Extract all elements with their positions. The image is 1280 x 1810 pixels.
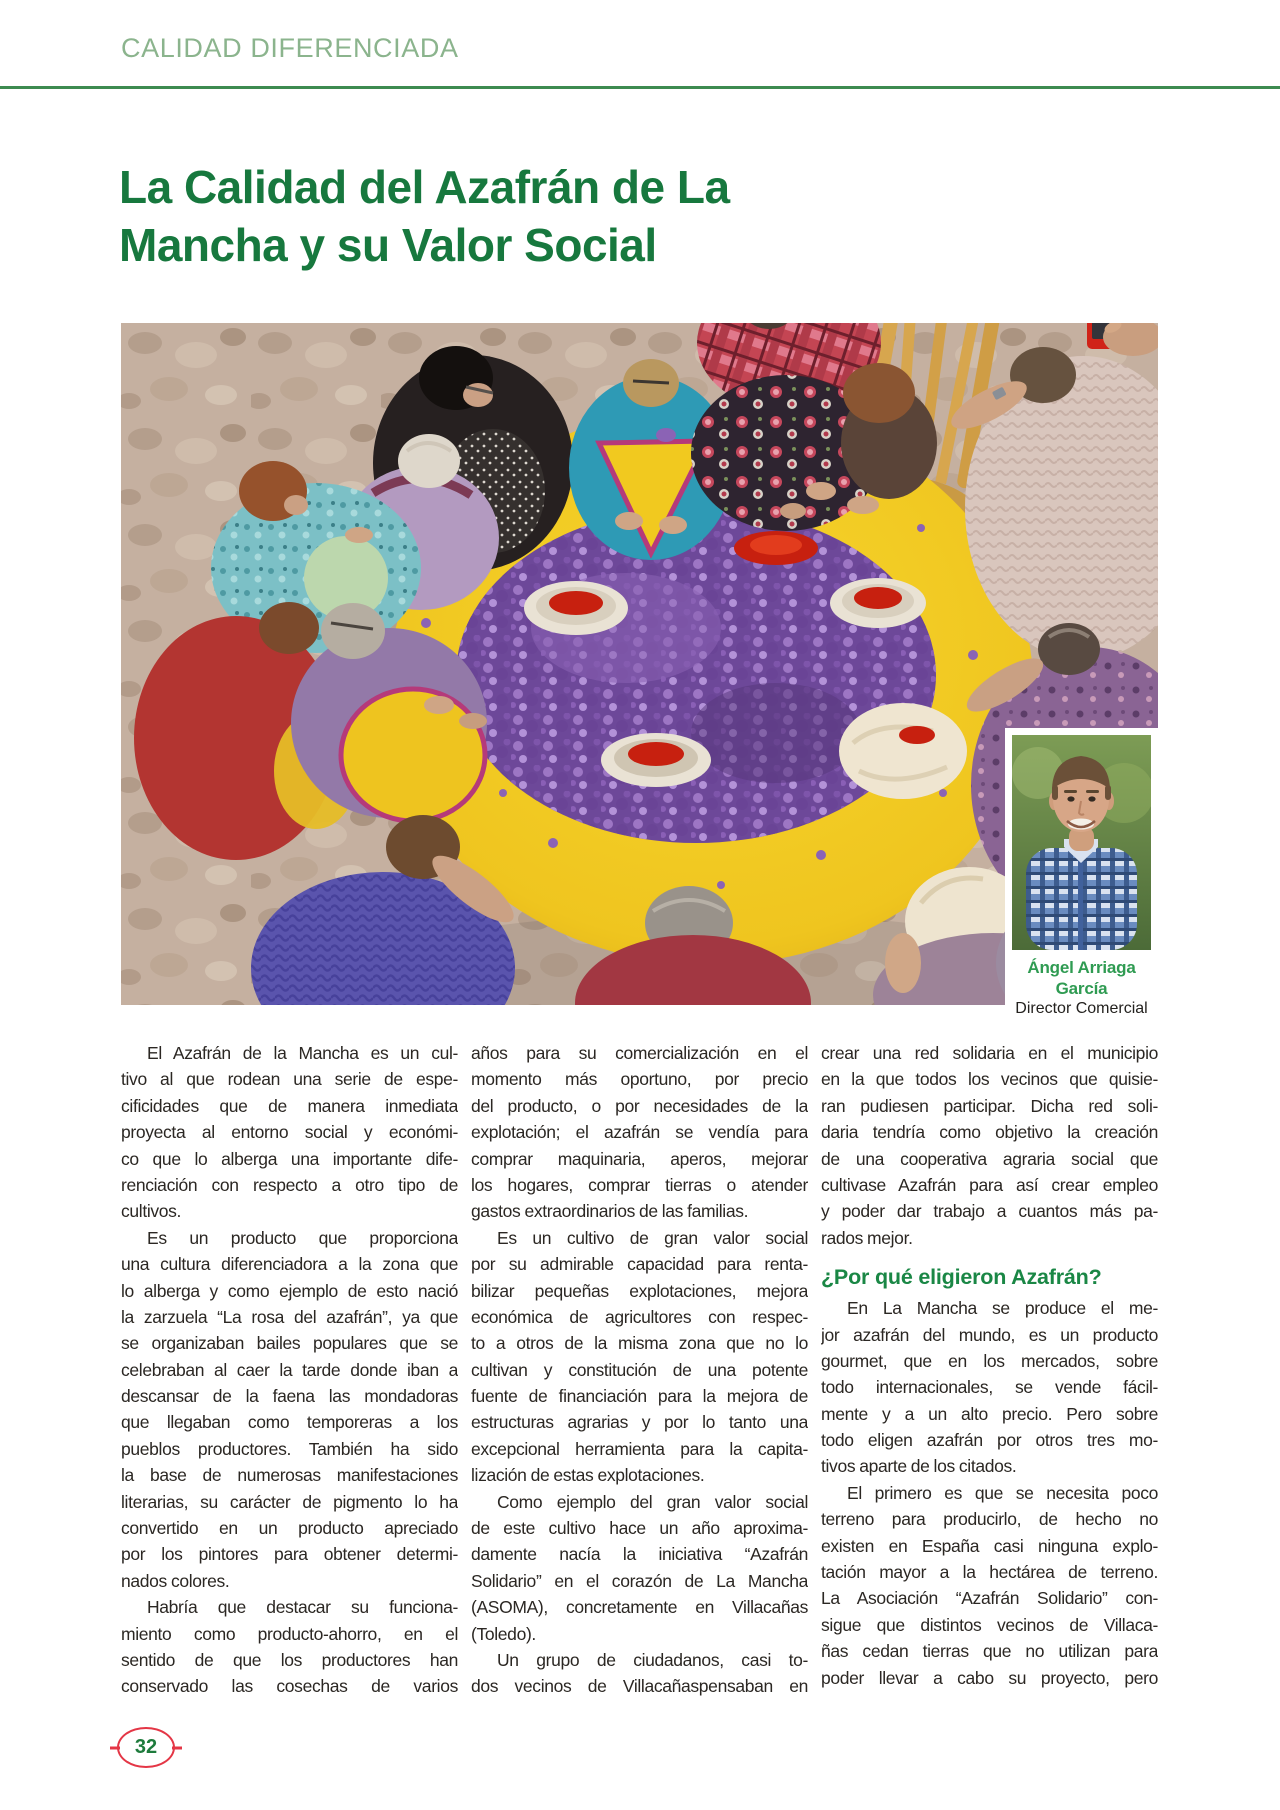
text-line: que llegaban como temporeras a los bbox=[121, 1412, 458, 1433]
text-line: Un grupo de ciudadanos, casi to- bbox=[497, 1649, 808, 1670]
paragraph bbox=[471, 1225, 808, 1489]
saffron-table-photo bbox=[121, 323, 1158, 1017]
paragraph bbox=[121, 1594, 458, 1700]
text-line: todo eligen azafrán por otros tres mo- bbox=[821, 1430, 1158, 1451]
text-line: todo internacionales, se vende fácil- bbox=[821, 1377, 1158, 1398]
text-line: ñas cedan tierras que no utilizan para bbox=[821, 1641, 1158, 1662]
text-line: años para su comercialización en el bbox=[471, 1043, 808, 1063]
text-line: la base de numerosas manifestaciones bbox=[121, 1465, 458, 1486]
saffron-scene-illustration bbox=[121, 323, 1158, 1005]
saffron-flower-mound bbox=[456, 507, 936, 843]
text-line: gastos extraordinarios de las familias. bbox=[471, 1201, 749, 1222]
text-line: El primero es que se necesita poco bbox=[847, 1482, 1158, 1503]
text-line: rados mejor. bbox=[821, 1227, 913, 1248]
paragraph bbox=[121, 1040, 458, 1225]
text-line: poder llevar a cabo su proyecto, pero bbox=[821, 1667, 1158, 1688]
wool-basket bbox=[839, 703, 967, 799]
text-line: sentido de que los productores han bbox=[121, 1649, 458, 1670]
text-line: los hogares, comprar tierras o atender bbox=[471, 1174, 808, 1195]
text-line: jor azafrán del mundo, es un producto bbox=[821, 1324, 1158, 1345]
text-line: convertido en un producto apreciado bbox=[121, 1518, 458, 1539]
text-line: cultivase Azafrán para así crear empleo bbox=[821, 1174, 1158, 1195]
text-line: se organizaban bailes populares que se bbox=[121, 1333, 458, 1354]
text-line: El Azafrán de la Mancha es un cul- bbox=[147, 1043, 458, 1063]
text-line: Como ejemplo del gran valor social bbox=[497, 1491, 808, 1512]
text-line: en la que todos los vecinos que quisie- bbox=[821, 1069, 1158, 1090]
text-line: En La Mancha se produce el me- bbox=[847, 1298, 1158, 1319]
text-line: cificidades que de manera inmediata bbox=[121, 1095, 458, 1116]
paragraph bbox=[471, 1489, 808, 1647]
text-line: lo alberga y como ejemplo de esto nació bbox=[121, 1280, 458, 1301]
text-line: por su admirable capacidad para renta- bbox=[471, 1254, 808, 1275]
text-line: pueblos productores. También ha sido bbox=[121, 1438, 458, 1459]
paragraph bbox=[471, 1647, 808, 1700]
paragraph bbox=[821, 1480, 1158, 1691]
portrait-photo bbox=[1012, 735, 1151, 950]
paragraph bbox=[121, 1225, 458, 1594]
text-line: daria tendría como objetivo la creación bbox=[821, 1122, 1158, 1143]
text-line: gourmet, que en los mercados, sobre bbox=[821, 1350, 1158, 1371]
paragraph bbox=[821, 1295, 1158, 1480]
portrait-inset bbox=[1005, 728, 1158, 1017]
text-line: tivos aparte de los citados. bbox=[821, 1456, 1017, 1477]
text-line: tación mayor a la hectárea de terreno. bbox=[821, 1562, 1158, 1583]
text-line: estructuras agrarias y por lo tanto una bbox=[471, 1412, 808, 1433]
text-line: mente y a un alto precio. Pero sobre bbox=[821, 1403, 1158, 1424]
text-line: (Toledo). bbox=[471, 1623, 536, 1644]
text-line: tivo al que rodean una serie de espe- bbox=[121, 1069, 458, 1090]
text-line: proyecta al entorno social y económi- bbox=[121, 1122, 458, 1143]
header-rule bbox=[0, 86, 1280, 89]
text-line: cultivos. bbox=[121, 1201, 182, 1222]
text-line: nados colores. bbox=[121, 1570, 230, 1591]
text-line: celebraban al caer la tarde donde iban a bbox=[121, 1359, 458, 1380]
paragraph bbox=[471, 1040, 808, 1225]
text-line: momento más oportuno, por precio bbox=[471, 1069, 808, 1090]
text-line: la zarzuela “La rosa del azafrán”, ya que bbox=[121, 1306, 458, 1327]
text-column bbox=[121, 1040, 458, 1700]
text-line: renciación con respecto a otro tipo de bbox=[121, 1174, 458, 1195]
text-line: terreno para producirlo, de hecho no bbox=[821, 1509, 1158, 1530]
text-line: co que lo alberga una importante dife- bbox=[121, 1148, 458, 1169]
text-line: una cultura diferenciadora a la zona que bbox=[121, 1254, 458, 1275]
text-line: conservado las cosechas de varios bbox=[121, 1676, 458, 1697]
article-title-line2: Mancha y su Valor Social bbox=[119, 219, 657, 271]
text-line: lización de estas explotaciones. bbox=[471, 1465, 705, 1486]
text-line: damente nacía la iniciativa “Azafrán bbox=[471, 1544, 808, 1565]
text-line: bilizar pequeñas explotaciones, mejora bbox=[471, 1280, 808, 1301]
page-number-tick-right bbox=[172, 1746, 182, 1749]
text-line: Es un cultivo de gran valor social bbox=[497, 1227, 808, 1248]
text-line: (ASOMA), concretamente en Villacañas bbox=[471, 1597, 808, 1618]
text-line: de este cultivo hace un año aproxima- bbox=[471, 1518, 808, 1539]
portrait-caption-role: Director Comercial bbox=[1015, 1000, 1148, 1017]
section-kicker: CALIDAD DIFERENCIADA bbox=[121, 33, 459, 63]
text-column bbox=[821, 1040, 1158, 1700]
text-line: fuente de financiación para la mejora de bbox=[471, 1386, 808, 1407]
text-line: to a otros de la misma zona que no lo bbox=[471, 1333, 808, 1354]
text-line: descansar de la faena las mondadoras bbox=[121, 1386, 458, 1407]
page-number-badge bbox=[117, 1727, 175, 1768]
text-line: dos vecinos de Villacañaspensaban en bbox=[471, 1676, 808, 1697]
page-number: 32 bbox=[134, 1736, 158, 1758]
text-line: excepcional herramienta para la capita- bbox=[471, 1438, 808, 1459]
text-line: Es un producto que proporciona bbox=[147, 1227, 458, 1248]
page-number-tick-left bbox=[110, 1746, 120, 1749]
portrait-caption-name: Ángel Arriaga García bbox=[1027, 958, 1136, 998]
article-title bbox=[119, 158, 730, 274]
article-title-line1: La Calidad del Azafrán de La bbox=[119, 161, 730, 213]
text-line: ran pudiesen participar. Dicha red soli- bbox=[821, 1095, 1158, 1116]
text-line: de una cooperativa agraria social que bbox=[821, 1148, 1158, 1169]
text-line: comprar maquinaria, aperos, mejorar bbox=[471, 1148, 808, 1169]
section-subhead: ¿Por qué eligieron Azafrán? bbox=[821, 1265, 1102, 1290]
text-line: La Asociación “Azafrán Solidario” con- bbox=[821, 1588, 1158, 1609]
text-line: miento como producto-ahorro, en el bbox=[121, 1623, 458, 1644]
article-body bbox=[121, 1040, 1158, 1700]
text-line: explotación; el azafrán se vendía para bbox=[471, 1122, 808, 1143]
text-line: y poder dar trabajo a cuantos más pa- bbox=[821, 1201, 1158, 1222]
text-line: crear una red solidaria en el municipio bbox=[821, 1043, 1158, 1063]
text-line: Habría que destacar su funciona- bbox=[147, 1597, 458, 1618]
text-line: literarias, su carácter de pigmento lo ha bbox=[121, 1491, 458, 1512]
text-line: del producto, o por necesidades de la bbox=[471, 1095, 808, 1116]
paragraph bbox=[821, 1040, 1158, 1251]
text-line: Solidario” en el corazón de La Mancha bbox=[471, 1570, 808, 1591]
text-line: por los pintores para obtener determi- bbox=[121, 1544, 458, 1565]
text-line: cultivan y constitución de una potente bbox=[471, 1359, 808, 1380]
text-column bbox=[471, 1040, 808, 1700]
text-line: económica de agricultores con respec- bbox=[471, 1306, 808, 1327]
text-line: sigue que distintos vecinos de Villaca- bbox=[821, 1614, 1158, 1635]
text-line: existen en España casi ninguna explo- bbox=[821, 1535, 1158, 1556]
